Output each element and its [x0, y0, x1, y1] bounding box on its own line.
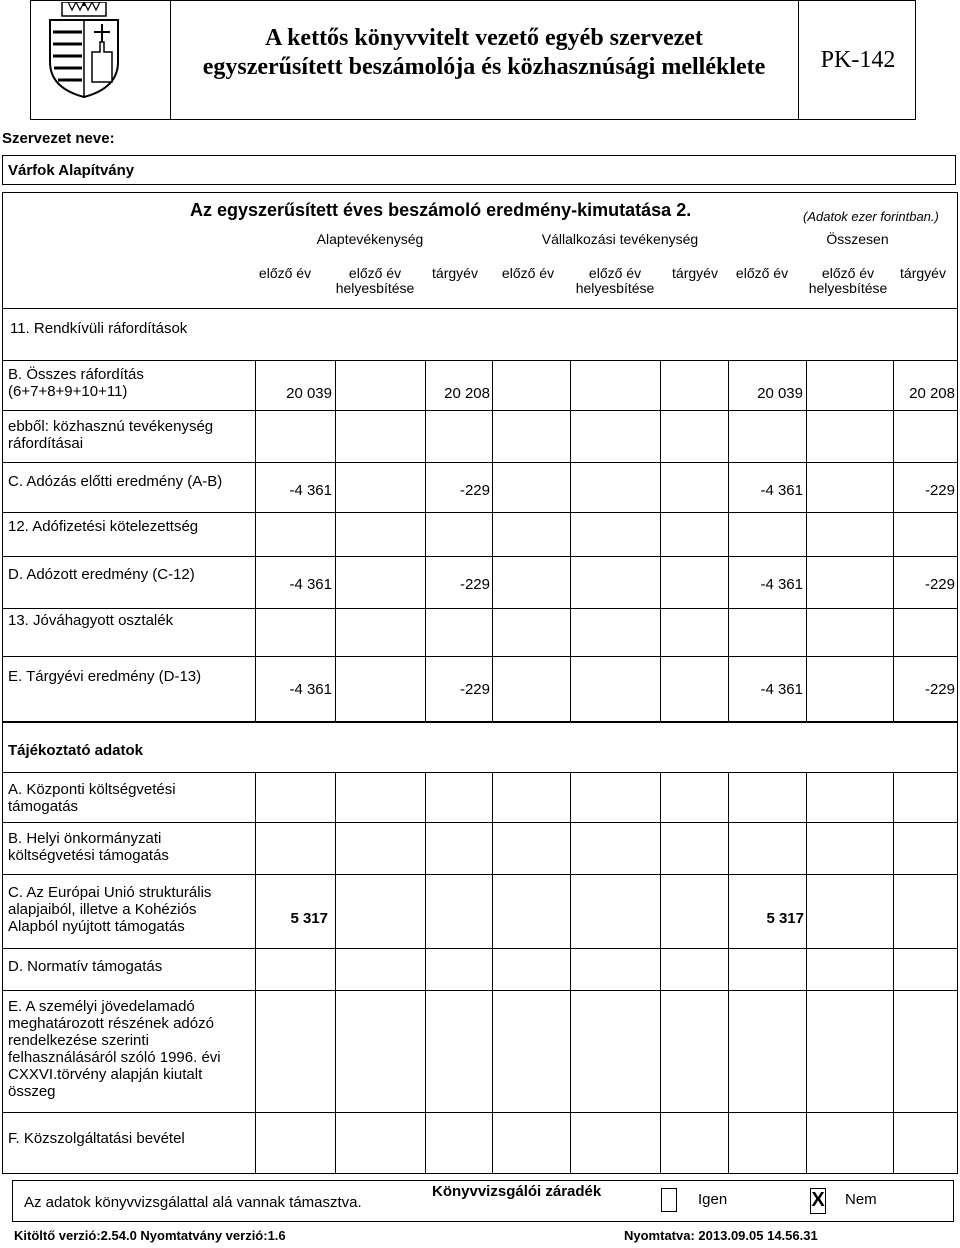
row-label-rendkivuli-raforditasok: 11. Rendkívüli ráfordítások	[10, 320, 188, 337]
org-name-field[interactable]	[2, 155, 956, 185]
cell-b-ossz-elozo: 20 039	[757, 385, 803, 402]
footer-printed: Nyomtatva: 2013.09.05 14.56.31	[624, 1228, 818, 1243]
row-label-adozott-eredmeny: D. Adózott eredmény (C-12)	[8, 566, 195, 583]
subcol-alap-targy: tárgyév	[432, 265, 478, 281]
audit-no-label: Nem	[845, 1191, 877, 1208]
group-header-vallalkozasi: Vállalkozási tevékenység	[541, 231, 699, 247]
info-label-helyi: B. Helyi önkormányzati költségvetési támogatás	[8, 830, 169, 864]
units-note: (Adatok ezer forintban.)	[803, 209, 939, 224]
subcol-vall-helyesb-line2: helyesbítése	[575, 280, 655, 296]
info-label-kozponti: A. Központi költségvetési támogatás	[8, 781, 176, 815]
subcol-alap-elozo: előző év	[258, 265, 312, 281]
subcol-ossz-helyesb	[803, 266, 893, 296]
org-name-label: Szervezet neve:	[2, 130, 115, 147]
cell-b-ossz-targy: 20 208	[909, 385, 955, 402]
cell-d-alap-elozo: -4 361	[289, 576, 332, 593]
audit-yes-checkbox[interactable]	[661, 1188, 677, 1212]
info-label-normativ: D. Normatív támogatás	[8, 958, 163, 975]
row-label-targyevi-eredmeny: E. Tárgyévi eredmény (D-13)	[8, 668, 202, 685]
cell-c-ossz-elozo: -4 361	[760, 482, 803, 499]
row-label-osszes-raforditas: B. Összes ráfordítás (6+7+8+9+10+11)	[8, 366, 144, 400]
cell-b-alap-elozo: 20 039	[286, 385, 332, 402]
group-header-osszesen: Összesen	[826, 231, 889, 247]
info-label-kozszolgaltatasi: F. Közszolgáltatási bevétel	[8, 1130, 185, 1147]
cell-e-alap-elozo: -4 361	[289, 681, 332, 698]
row-label-jovahagyott-osztalek: 13. Jóváhagyott osztalék	[8, 612, 174, 629]
form-title	[172, 24, 796, 82]
cell-d-ossz-elozo: -4 361	[760, 576, 803, 593]
group-header-alap: Alaptevékenység	[316, 231, 424, 247]
subcol-vall-elozo: előző év	[501, 265, 555, 281]
cell-c-alap-targy: -229	[459, 482, 490, 499]
org-name-value: Várfok Alapítvány	[8, 162, 135, 179]
audit-title: Könyvvizsgálói záradék	[432, 1183, 602, 1200]
cell-e-ossz-elozo: -4 361	[760, 681, 803, 698]
cell-c-alap-elozo: -4 361	[289, 482, 332, 499]
table-title: Az egyszerűsített éves beszámoló eredmény-kimutatása 2.	[190, 200, 692, 220]
row-label-adozas-elotti-eredmeny: C. Adózás előtti eredmény (A-B)	[8, 473, 223, 490]
subcol-ossz-targy: tárgyév	[900, 265, 946, 281]
subcol-ossz-helyesb-line2: helyesbítése	[808, 280, 888, 296]
subcol-vall-helyesb-line1: előző év	[588, 265, 642, 281]
audit-statement: Az adatok könyvvizsgálattal alá vannak támasztva.	[24, 1194, 362, 1211]
coat-of-arms-icon	[44, 2, 124, 98]
audit-no-checkmark: X	[811, 1189, 825, 1211]
cell-c-ossz-targy: -229	[924, 482, 955, 499]
cell-e-alap-targy: -229	[459, 681, 490, 698]
subcol-ossz-helyesb-line1: előző év	[821, 265, 875, 281]
row-label-kozhasznu-raforditasai: ebből: közhasznú tevékenység ráfordításai	[8, 418, 214, 452]
cell-e-ossz-targy: -229	[924, 681, 955, 698]
subcol-alap-helyesb-line2: helyesbítése	[335, 280, 415, 296]
cell-d-alap-targy: -229	[459, 576, 490, 593]
cell-b-alap-targy: 20 208	[444, 385, 490, 402]
form-title-line2: egyszerűsített beszámolója és közhasznúsági melléklete	[202, 54, 766, 80]
info-label-szja: E. A személyi jövedelamadó meghatározott részének adózó rendelkezése szerinti felhasználásáról szóló 1996. évi CXXVI.törvény alapján kiutalt összeg	[8, 998, 221, 1100]
audit-yes-label: Igen	[698, 1191, 728, 1208]
form-code: PK-142	[820, 47, 896, 73]
info-title: Tájékoztató adatok	[8, 742, 144, 759]
info-label-eu: C. Az Európai Unió strukturális alapjaiból, illetve a Kohéziós Alapból nyújtott támogatás	[8, 884, 212, 935]
row-label-adofizetesi-kotelezettseg: 12. Adófizetési kötelezettség	[8, 518, 199, 535]
subcol-ossz-elozo: előző év	[735, 265, 789, 281]
form-title-line1: A kettős könyvvitelt vezető egyéb szervezet	[265, 25, 703, 51]
audit-no-checkbox[interactable]	[810, 1188, 826, 1214]
cell-info-eu-ossz-elozo: 5 317	[766, 910, 804, 927]
subcol-alap-helyesb	[330, 266, 420, 296]
cell-info-eu-alap-elozo: 5 317	[290, 910, 328, 927]
subcol-alap-helyesb-line1: előző év	[348, 265, 402, 281]
footer-version: Kitöltő verzió:2.54.0 Nyomtatvány verzió:1.6	[14, 1228, 286, 1243]
subcol-vall-helyesb	[570, 266, 660, 296]
subcol-vall-targy: tárgyév	[672, 265, 718, 281]
cell-d-ossz-targy: -229	[924, 576, 955, 593]
